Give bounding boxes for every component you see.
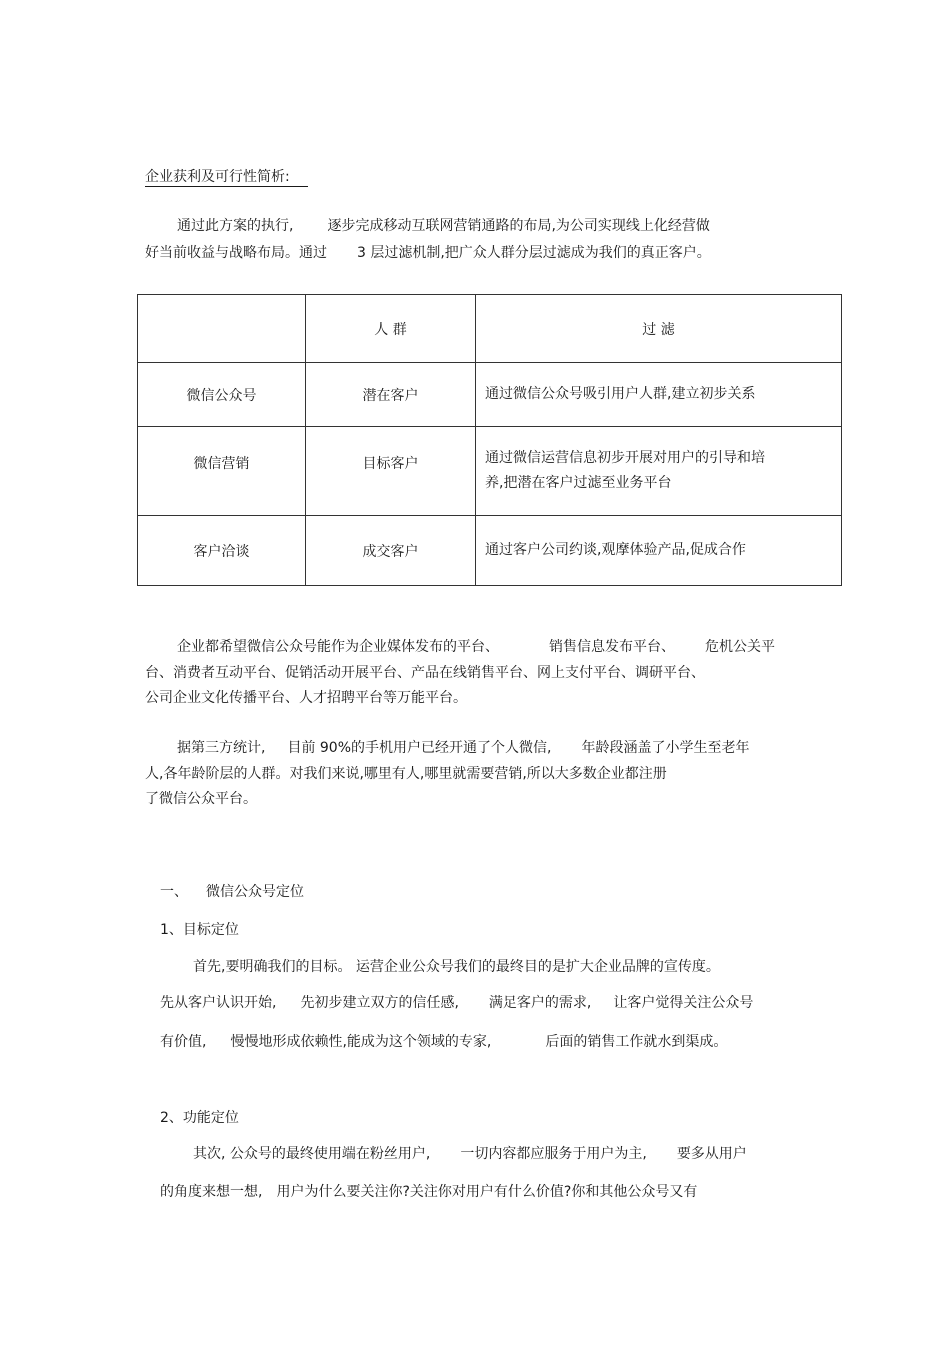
intro-text: 好当前收益与战略布局。通过 (145, 245, 327, 261)
intro-text: 3 层过滤机制,把广众人群分层过滤成为我们的真正客户。 (357, 245, 711, 261)
para3-line-3: 了微信公众平台。 (145, 791, 257, 807)
para3-line-2: 人,各年龄阶层的人群。对我们来说,哪里有人,哪里就需要营销,所以大多数企业都注册 (145, 766, 667, 782)
para2-line-3: 公司企业文化传播平台、人才招聘平台等万能平台。 (145, 690, 467, 706)
sub1-line-1: 首先,要明确我们的目标。 运营企业公众号我们的最终目的是扩大企业品牌的宣传度。 (193, 959, 720, 975)
intro-text: 通过此方案的执行, (177, 218, 294, 234)
intro-text: 逐步完成移动互联网营销通路的布局,为公司实现线上化经营做 (327, 218, 710, 234)
table-header-cell: 人 群 (306, 295, 476, 363)
crowd-cell: 成交客户 (306, 516, 476, 586)
channel-cell: 微信公众号 (138, 363, 306, 427)
sub1-line-2: 先从客户认识开始, 先初步建立双方的信任感, 满足客户的需求, 让客户觉得关注公众号 (160, 995, 754, 1011)
channel-cell: 客户洽谈 (138, 516, 306, 586)
crowd-cell: 潜在客户 (306, 363, 476, 427)
heading-text: 企业获利及可行性简析: (145, 169, 308, 187)
sub2-line-1: 其次, 公众号的最终使用端在粉丝用户, 一切内容都应服务于用户为主, 要多从用户 (193, 1146, 747, 1162)
filter-cell: 通过微信运营信息初步开展对用户的引导和培 养,把潜在客户过滤至业务平台 (476, 427, 842, 516)
channel-cell: 微信营销 (138, 427, 306, 516)
table-row (138, 427, 842, 516)
table-header-cell (138, 295, 306, 363)
intro-line-1 (177, 216, 710, 236)
filter-table (137, 294, 842, 586)
table-header-row (138, 295, 842, 363)
subsection-title: 1、目标定位 (160, 922, 239, 938)
table-row (138, 363, 842, 427)
crowd-cell: 目标客户 (306, 427, 476, 516)
para2-line-1: 企业都希望微信公众号能作为企业媒体发布的平台、 销售信息发布平台、 危机公关平 (177, 639, 775, 655)
para3-line-1: 据第三方统计, 目前 90%的手机用户已经开通了个人微信, 年龄段涵盖了小学生至老年 (177, 740, 750, 756)
filter-cell: 通过微信公众号吸引用户人群,建立初步关系 (476, 363, 842, 427)
subsection-title: 2、功能定位 (160, 1110, 239, 1126)
filter-cell: 通过客户公司约谈,观摩体验产品,促成合作 (476, 516, 842, 586)
intro-line-2 (145, 243, 711, 263)
sub2-line-2: 的角度来想一想, 用户为什么要关注你?关注你对用户有什么价值?你和其他公众号又有 (160, 1184, 698, 1200)
sub1-line-3: 有价值, 慢慢地形成依赖性,能成为这个领域的专家, 后面的销售工作就水到渠成。 (160, 1034, 728, 1050)
table-header-cell: 过 滤 (476, 295, 842, 363)
section-heading (145, 167, 308, 187)
section-title: 一、 微信公众号定位 (160, 884, 304, 900)
table-row (138, 516, 842, 586)
para2-line-2: 台、消费者互动平台、促销活动开展平台、产品在线销售平台、网上支付平台、调研平台、 (145, 665, 705, 681)
